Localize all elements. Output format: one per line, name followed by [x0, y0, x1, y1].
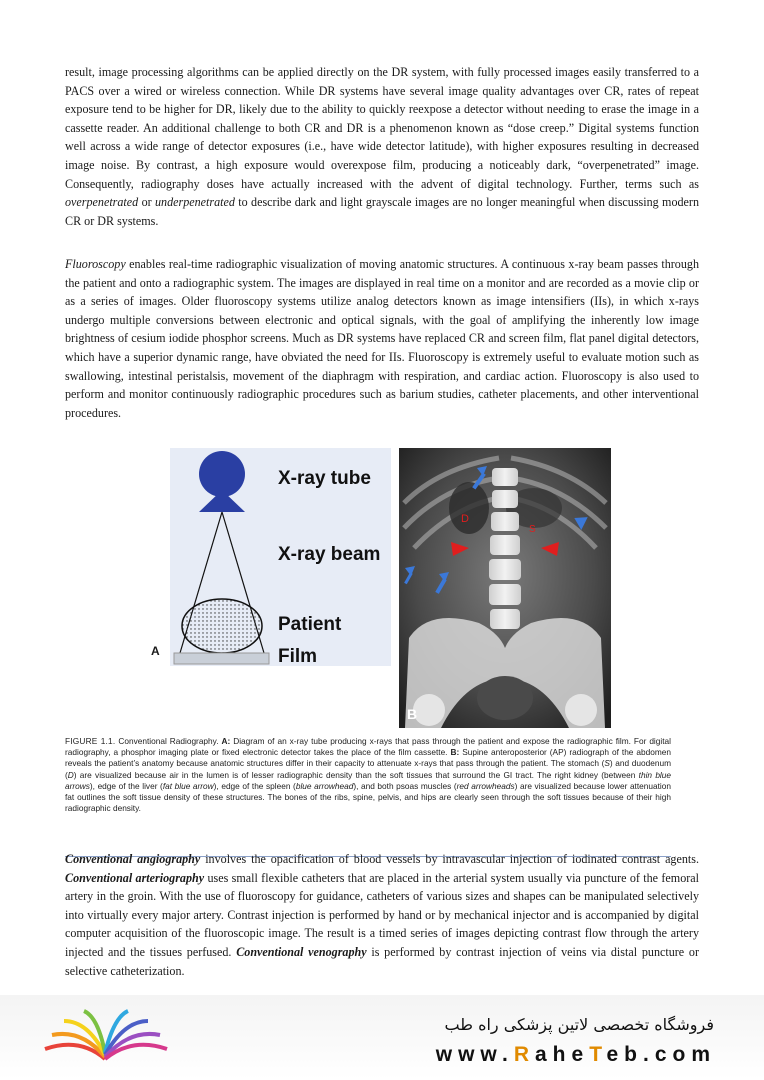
spine-vertebrae: [489, 468, 521, 629]
mark-duodenum-d: D: [461, 513, 469, 525]
url-part: www.: [435, 1043, 514, 1066]
url-part: .com: [642, 1043, 716, 1066]
url-part: ahe: [535, 1043, 590, 1066]
label-patient: Patient: [278, 614, 342, 635]
panel-a-letter: A: [151, 644, 160, 658]
url-part: T: [589, 1043, 607, 1066]
patient-ellipse-icon: [182, 599, 262, 653]
figure-caption: [65, 736, 671, 814]
italic-term-overpenetrated: overpenetrated: [65, 195, 139, 210]
film-plate-icon: [174, 653, 269, 664]
caption-figure-label: FIGURE 1.1.: [65, 736, 116, 746]
term-conventional-angiography: Conventional angiography: [65, 852, 201, 866]
panel-b-letter: B: [407, 706, 418, 722]
book-logo-icon: [40, 1007, 170, 1067]
url-part: eb: [606, 1043, 643, 1066]
figure-panel-a-diagram: [170, 448, 391, 666]
caption-italic: thin blue arrows: [65, 769, 672, 791]
paragraph-text: or: [138, 195, 155, 210]
xray-tube-base-icon: [199, 490, 245, 512]
caption-text: Diagram of an x-ray tube producing x-rays that pass through the patient and expose the radiographic film. For digital radiography, a phosphor imaging plate or fixed electronic detector takes the place of the film cassette.: [65, 736, 671, 758]
body-paragraph-angiography: [65, 850, 699, 980]
paragraph-text: involves the opacification of blood vessels by intravascular injection of iodinated contrast agents.: [200, 852, 699, 866]
caption-text: ), and both psoas muscles (: [353, 780, 457, 791]
shop-url-text: [436, 1043, 716, 1067]
term-fluoroscopy: Fluoroscopy: [65, 257, 126, 271]
caption-text: ), edge of the spleen (: [213, 780, 296, 791]
paragraph-text: is performed by contrast injection of veins via distal puncture or selective catheterization.: [65, 944, 699, 978]
label-xray-tube: X-ray tube: [278, 468, 371, 489]
caption-italic: fat blue arrow: [162, 780, 214, 791]
paragraph-text: uses small flexible catheters that are placed in the arterial system usually via puncture of the femoral artery in the groin. With the use of fluoroscopy for guidance, catheters of various sizes and shapes can be manipulated selectively into virtually every major artery. Contrast injection is performed by hand or by mechanical injector and is accompanied by digital computer acquisition of the fluoroscopic image. The result is a timed series of images depicting contrast flow through the artery injected and the tissues perfused.: [65, 870, 699, 959]
italic-term-underpenetrated: underpenetrated: [155, 195, 235, 210]
caption-panel-b-label: B:: [450, 747, 460, 758]
paragraph-text: to describe dark and light grayscale images are no longer meaningful when discussing modern CR or DR systems.: [65, 195, 699, 228]
term-conventional-arteriography: Conventional arteriography: [65, 870, 205, 885]
caption-text: ), edge of the liver (: [89, 780, 163, 791]
abdominal-radiograph-image: [399, 448, 611, 728]
figure-panel-b-radiograph: [399, 448, 611, 728]
caption-text: ) are visualized because lower attenuation fat outlines the soft tissue density of these structures. The bones of the ribs, spine, pelvis, and hips are clearly seen through the soft tissues because of their high radiographic density.: [65, 780, 672, 814]
label-xray-beam: X-ray beam: [278, 544, 381, 565]
caption-text: Supine anteroposterior (AP) radiograph of the abdomen reveals the patient’s anatomy because anatomic structures differ in their capacity to attenuate x-rays that pass through the patient. The stomach (: [65, 747, 671, 769]
watermark-footer: [0, 995, 764, 1080]
caption-italic: blue arrowhead: [295, 780, 354, 791]
caption-text: ) and duodenum (: [65, 758, 671, 780]
body-paragraph-dr-cr: [65, 63, 699, 230]
caption-panel-a-label: A:: [221, 736, 231, 746]
term-conventional-venography: Conventional venography: [236, 944, 367, 959]
caption-italic: S: [604, 758, 610, 769]
caption-text: Conventional Radiography.: [115, 736, 222, 746]
paragraph-text: result, image processing algorithms can be applied directly on the DR system, with fully processed images easily transferred to a PACS over a wired or wireless connection. While DR systems have several image quality advantages over CR, rates of repeat exposure tend to be higher for DR, likely due to the ability to quickly reexpose a detector without needing to erase the image in a cassette reader. An additional challenge to both CR and DR is a phenomenon known as “dose creep.” Digital systems function well across a wide range of detector exposures (i.e., have wide detector latitude), with higher exposures resulting in decreased image noise. By contrast, a high exposure would overexpose film, producing a noticeably dark, “overpenetrated” image. Consequently, radiography doses have actually increased with the advent of digital technology. Further, terms such as: [65, 65, 699, 191]
url-part: R: [513, 1043, 535, 1066]
caption-italic: D: [67, 769, 74, 780]
caption-italic: red arrowheads: [456, 780, 515, 791]
shop-name-text: فروشگاه تخصصی لاتین پزشکی راه طب: [444, 1015, 714, 1034]
paragraph-text: enables real-time radiographic visualization of moving anatomic structures. A continuous x-ray beam passes through the patient and onto a radiographic system. The images are displayed in real time on a monitor and are recorded as a movie clip or as a series of images. Older fluoroscopy systems utilize analog detectors known as image intensifiers (IIs), in which x-rays undergo multiple conversions between electronic and optical signals, with the goal of amplifying the inherently low image brightness of cesium iodide phosphor screens. Much as DR systems have replaced CR and screen film, flat panel digital detectors, which have a superior dynamic range, have obviated the need for IIs. Fluoroscopy is extremely useful to evaluate motion such as swallowing, intestinal peristalsis, movement of the diaphragm with respiration, and cardiac action. Fluoroscopy is also used to perform and monitor continuously radiographic procedures such as barium studies, catheter placements, and other interventional procedures.: [65, 257, 699, 420]
body-paragraph-fluoroscopy: [65, 255, 699, 422]
caption-text: ) are visualized because air in the lumen is of lesser radiographic density than the soft tissues that surround the GI tract. The right kidney (between: [73, 769, 639, 780]
label-film: Film: [278, 646, 318, 667]
mark-stomach-s: S: [529, 524, 536, 535]
